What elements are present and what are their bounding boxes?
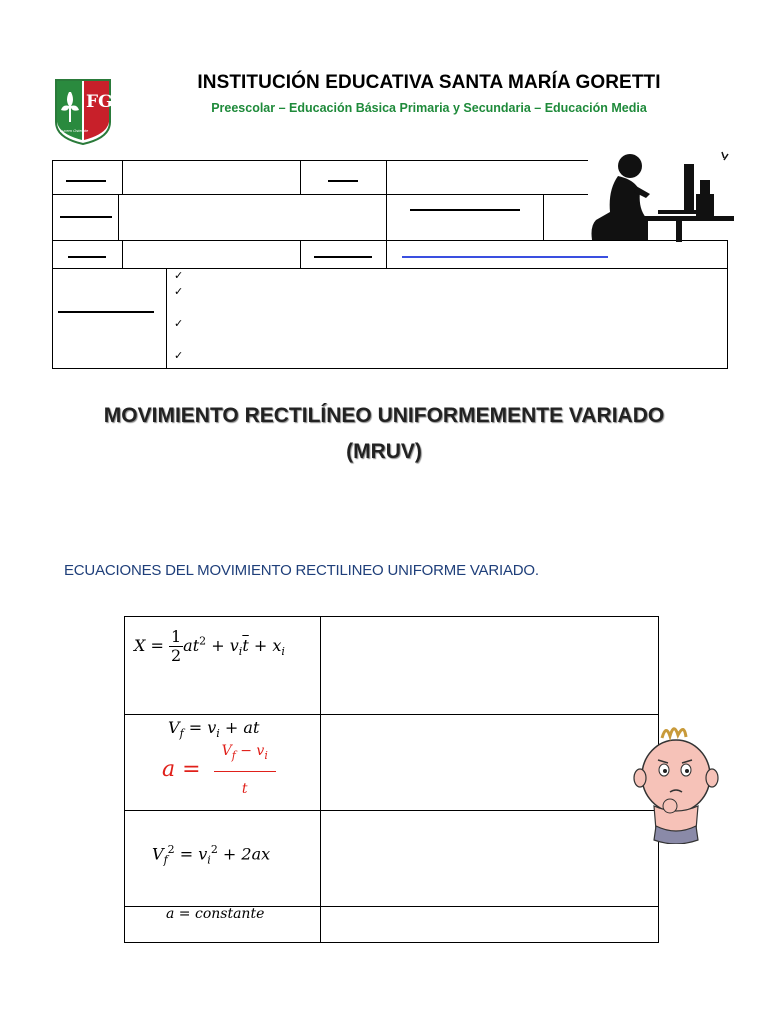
eq-term: = xyxy=(179,844,194,864)
link-underline[interactable] xyxy=(402,256,608,258)
eq-term: X = xyxy=(134,636,164,655)
eq-term: v xyxy=(229,636,239,655)
student-computer-illustration xyxy=(588,150,734,242)
eq-term: i xyxy=(238,645,243,659)
blank-label-line xyxy=(410,209,520,211)
constant-acceleration-label: a = constante xyxy=(166,906,265,922)
grid-line xyxy=(52,194,588,195)
velocity-equation xyxy=(168,718,259,740)
eq-denominator xyxy=(214,772,276,798)
school-logo xyxy=(54,78,112,146)
table-line xyxy=(124,616,125,943)
eq-term: i xyxy=(216,727,220,741)
grid-line xyxy=(386,160,387,269)
eq-term: i xyxy=(207,853,211,867)
velocity-squared-equation xyxy=(152,843,270,867)
document-subtitle: (MRUV) xyxy=(346,440,422,463)
eq-term: 2 xyxy=(167,843,175,856)
grid-line xyxy=(118,194,119,241)
eq-term: v xyxy=(198,844,208,864)
logo-motto: Lucem Ostende xyxy=(60,128,89,133)
blank-label-line xyxy=(66,180,106,182)
eq-term: V xyxy=(152,844,164,864)
eq-term: 2 xyxy=(199,634,207,648)
grid-line xyxy=(52,368,728,369)
section-heading: ECUACIONES DEL MOVIMIENTO RECTILINEO UNIFORME VARIADO. xyxy=(64,562,539,579)
logo-letters: FG xyxy=(86,92,113,112)
eq-term: = xyxy=(182,756,201,782)
grid-line xyxy=(300,160,301,195)
check-mark: ✓ xyxy=(174,317,184,330)
eq-term: t xyxy=(241,780,248,797)
grid-line xyxy=(727,240,728,369)
grid-line xyxy=(52,160,53,369)
eq-term: V xyxy=(168,718,180,737)
eq-term: t xyxy=(192,636,200,655)
table-line xyxy=(124,942,659,943)
eq-term: 1 xyxy=(170,627,182,646)
eq-term: V xyxy=(221,743,232,759)
check-mark: ✓ xyxy=(174,349,184,362)
eq-term: a xyxy=(183,636,193,655)
grid-line xyxy=(166,268,167,369)
blank-label-line xyxy=(58,311,154,313)
eq-term: i xyxy=(281,645,285,659)
grid-line xyxy=(543,194,544,241)
eq-fraction xyxy=(169,628,183,665)
eq-term: v xyxy=(207,718,217,737)
blank-label-line xyxy=(328,180,358,182)
eq-term: + xyxy=(211,636,225,655)
eq-fraction xyxy=(214,742,276,798)
grid-line xyxy=(122,240,123,269)
eq-term: f xyxy=(231,748,236,762)
eq-numerator xyxy=(214,742,276,772)
eq-term: f xyxy=(179,727,184,741)
eq-term: a xyxy=(162,756,176,782)
table-line xyxy=(320,616,321,943)
eq-term: + xyxy=(253,636,268,655)
education-levels: Preescolar – Educación Básica Primaria y Secundaria – Educación Media xyxy=(211,101,647,115)
eq-term: x xyxy=(272,636,282,655)
eq-term: 2 xyxy=(170,646,182,665)
blank-label-line xyxy=(60,216,112,218)
grid-line xyxy=(122,160,123,195)
eq-term: i xyxy=(264,748,268,762)
eq-term: f xyxy=(163,853,168,867)
eq-term: v xyxy=(256,743,265,759)
eq-term: = xyxy=(188,718,203,737)
eq-term: − xyxy=(240,743,252,759)
eq-term: 2 xyxy=(210,843,218,856)
check-mark: ✓ xyxy=(174,269,184,282)
acceleration-equation xyxy=(162,742,276,798)
blank-label-line xyxy=(314,256,372,258)
eq-term: $\overline{t}$ xyxy=(242,636,249,655)
eq-term: + 2ax xyxy=(222,844,271,864)
table-line xyxy=(124,714,659,715)
grid-line xyxy=(52,160,588,161)
check-mark: ✓ xyxy=(174,285,184,298)
eq-term: + at xyxy=(224,718,260,737)
table-line xyxy=(124,616,659,617)
thinking-kid-illustration xyxy=(632,722,722,844)
position-equation xyxy=(134,628,285,665)
grid-line xyxy=(52,268,728,269)
blank-label-line xyxy=(68,256,106,258)
grid-line xyxy=(300,240,301,269)
institution-name: INSTITUCIÓN EDUCATIVA SANTA MARÍA GORETTI xyxy=(197,72,661,93)
table-line xyxy=(124,810,659,811)
document-title: MOVIMIENTO RECTILÍNEO UNIFORMEMENTE VARIADO xyxy=(103,404,665,427)
